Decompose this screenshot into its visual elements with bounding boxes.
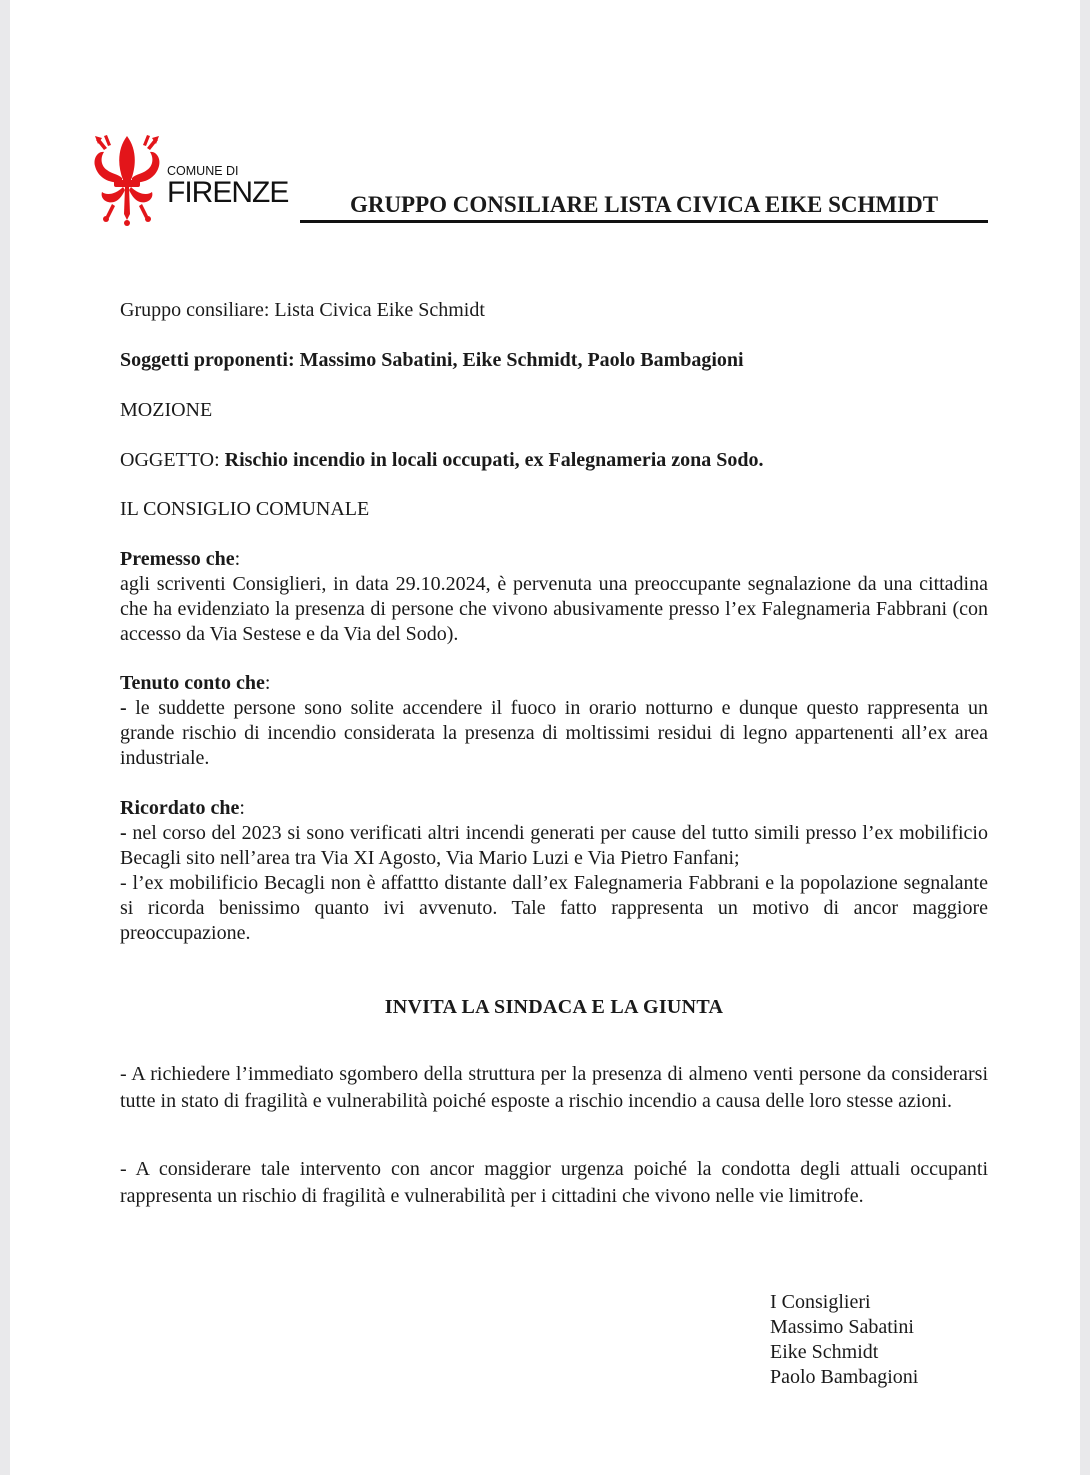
premesso-heading: Premesso che — [120, 548, 235, 570]
tenuto-section: Tenuto conto che: - le suddette persone sono solite accendere il fuoco in orario notturno e dunque questo rappresenta un grande rischio di incendio considerata la presenza di moltissimi residui di legno appartenenti all’ex area industriale. — [120, 672, 988, 769]
soggetti-line: Soggetti proponenti: Massimo Sabatini, Eike Schmidt, Paolo Bambagioni — [120, 349, 744, 371]
tenuto-text: le suddette persone sono solite accendere il fuoco in orario notturno e dunque questo rappresenta un grande rischio di incendio considerata la presenza di moltissimi residui di legno appartenenti all’ex area industriale. — [120, 697, 988, 769]
invita-text-1: - A richiedere l’immediato sgombero della struttura per la presenza di almeno venti persone da considerarsi tutte in stato di fragilità e vulnerabilità poiché esposte a rischio incendio a causa delle loro stesse azioni. — [120, 1063, 988, 1112]
signature-name: Paolo Bambagioni — [770, 1366, 919, 1388]
ricordato-section: Ricordato che: - nel corso del 2023 si sono verificati altri incendi generati per cause del tutto simili presso l’ex mobilificio Becagli sito nell’area tra Via XI Agosto, Via Mario Luzi e Via Pietro Fanfani; - l’ex mobilificio Becagli non è affattto distante dall’ex Falegnameria Fabbrani e la popolazione segnalante si ricorda benissimo quanto ivi avvenuto. Tale fatto rappresenta un motivo di ancor maggiore preoccupazione. — [120, 797, 988, 944]
signature-block — [770, 1290, 918, 1390]
invita-heading: INVITA LA SINDACA E LA GIUNTA — [384, 996, 724, 1018]
ricordato-text-2: - l’ex mobilificio Becagli non è affattto distante dall’ex Falegnameria Fabbrani e la popolazione segnalante si ricorda benissimo quanto ivi avvenuto. Tale fatto rappresenta un motivo di ancor maggiore preoccupazione. — [120, 872, 988, 944]
ricordato-text-1: nel corso del 2023 si sono verificati altri incendi generati per cause del tutto simili presso l’ex mobilificio Becagli sito nell’area tra Via XI Agosto, Via Mario Luzi e Via Pietro Fanfani; — [120, 822, 988, 869]
florence-lily-icon — [92, 134, 162, 226]
mozione-label: MOZIONE — [120, 399, 213, 421]
oggetto-text: Rischio incendio in locali occupati, ex Falegnameria zona Sodo. — [224, 449, 764, 471]
signature-name: Massimo Sabatini — [770, 1316, 914, 1338]
ricordato-heading: Ricordato che — [120, 797, 240, 819]
logo-line-2: FIRENZE — [167, 176, 289, 209]
signature-heading: I Consiglieri — [770, 1291, 871, 1313]
document-page — [10, 0, 1080, 1475]
header-title: GRUPPO CONSILIARE LISTA CIVICA EIKE SCHMIDT — [300, 190, 988, 223]
premesso-section: Premesso che: agli scriventi Consiglieri, in data 29.10.2024, è pervenuta una preoccupante segnalazione da una cittadina che ha evidenziato la presenza di persone che vivono abusivamente presso l’ex Falegnameria Fabbrani (con accesso da Via Sestese e da Via del Sodo). — [120, 548, 988, 645]
logo-line-1: COMUNE DI — [167, 164, 239, 178]
gruppo-line: Gruppo consiliare: Lista Civica Eike Schmidt — [120, 299, 485, 321]
signature-name: Eike Schmidt — [770, 1341, 879, 1363]
oggetto-label: OGGETTO: — [120, 449, 225, 471]
logo-text — [167, 164, 288, 208]
invita-text-2: - A considerare tale intervento con ancor maggior urgenza poiché la condotta degli attuali occupanti rappresenta un rischio di fragilità e vulnerabilità per i cittadini che vivono nelle vie limitrofe. — [120, 1158, 988, 1207]
oggetto-line — [120, 448, 988, 473]
tenuto-heading: Tenuto conto che — [120, 672, 265, 694]
premesso-text: agli scriventi Consiglieri, in data 29.10.2024, è pervenuta una preoccupante segnalazione da una cittadina che ha evidenziato la presenza di persone che vivono abusivamente presso l’ex Falegnameria Fabbrani (con accesso da Via Sestese e da Via del Sodo). — [120, 573, 988, 645]
consiglio-heading: IL CONSIGLIO COMUNALE — [120, 498, 370, 520]
